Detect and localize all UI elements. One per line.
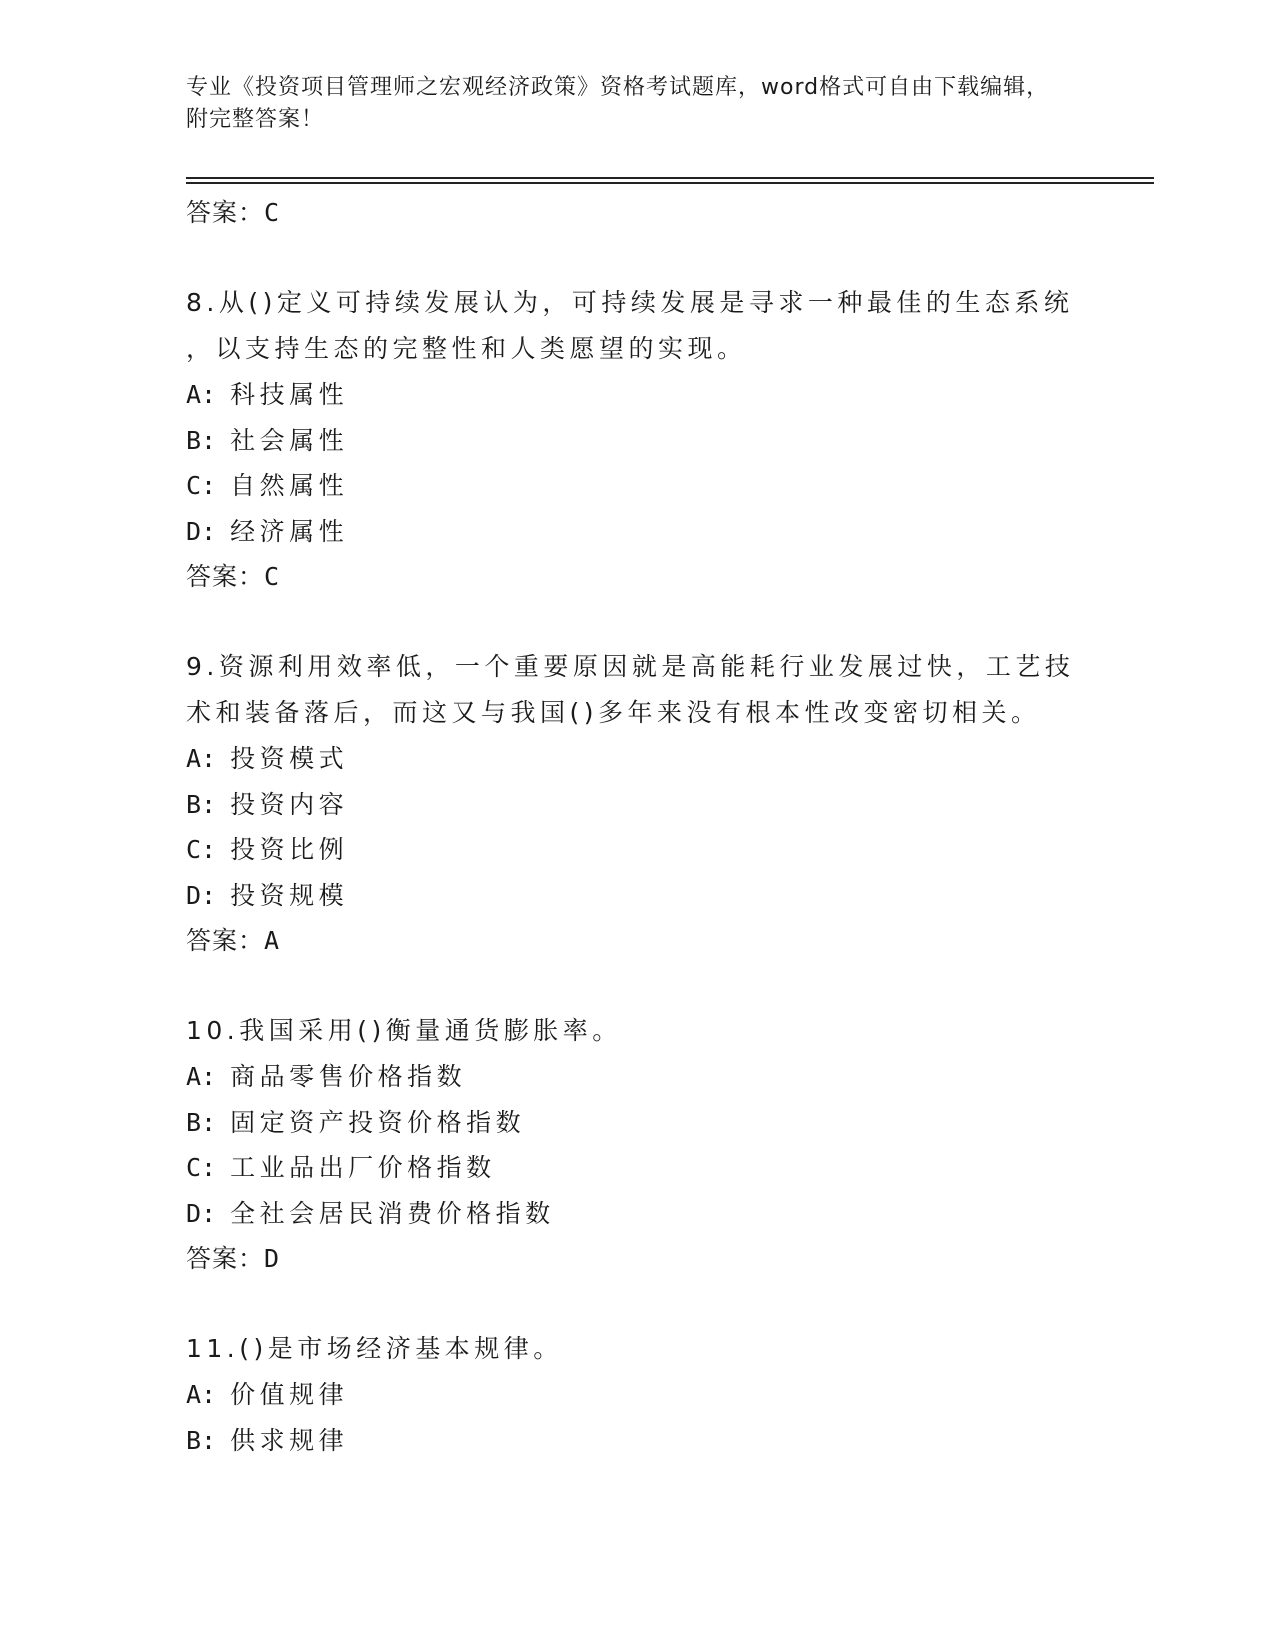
option-key: C: xyxy=(186,835,217,864)
answer-label: 答案： xyxy=(186,198,265,227)
option-a xyxy=(186,1054,1086,1100)
option-text: 自然属性 xyxy=(230,471,349,500)
answer-line xyxy=(186,554,1086,600)
question-11 xyxy=(186,1326,1086,1463)
answer-label: 答案： xyxy=(186,1244,265,1273)
question-stem: 9.资源利用效率低，一个重要原因就是高能耗行业发展过快，工艺技 xyxy=(186,652,1075,681)
option-c xyxy=(186,1145,1086,1191)
option-text: 投资比例 xyxy=(230,835,349,864)
option-key: A: xyxy=(186,380,217,409)
option-text: 投资模式 xyxy=(230,744,349,773)
option-text: 固定资产投资价格指数 xyxy=(230,1107,526,1137)
document-header: 专业《投资项目管理师之宏观经济政策》资格考试题库，word格式可自由下载编辑，附完整答案！ xyxy=(186,75,1050,132)
option-b xyxy=(186,1100,1086,1146)
option-key: B: xyxy=(186,425,217,455)
option-text: 投资内容 xyxy=(230,789,349,819)
answer-line xyxy=(186,190,1086,236)
option-d xyxy=(186,1191,1086,1237)
option-text: 供求规律 xyxy=(230,1425,349,1455)
question-stem-continued: 术和装备落后，而这又与我国()多年来没有根本性改变密切相关。 xyxy=(186,698,1041,727)
option-a xyxy=(186,736,1086,782)
option-text: 科技属性 xyxy=(230,380,349,409)
answer-line xyxy=(186,1236,1086,1282)
option-c xyxy=(186,827,1086,873)
option-key: A: xyxy=(186,744,217,773)
option-text: 经济属性 xyxy=(230,516,349,546)
option-text: 价值规律 xyxy=(230,1380,349,1409)
option-b xyxy=(186,1418,1086,1464)
option-a xyxy=(186,1372,1086,1418)
option-c xyxy=(186,463,1086,509)
option-key: D: xyxy=(186,516,217,546)
option-text: 全社会居民消费价格指数 xyxy=(230,1198,555,1228)
option-key: B: xyxy=(186,1107,217,1137)
option-a xyxy=(186,372,1086,418)
option-key: C: xyxy=(186,1153,217,1182)
answer-label: 答案： xyxy=(186,562,265,591)
option-text: 商品零售价格指数 xyxy=(230,1062,467,1091)
option-d xyxy=(186,873,1086,919)
option-key: B: xyxy=(186,1425,217,1455)
question-10 xyxy=(186,1008,1086,1282)
option-key: D: xyxy=(186,1198,217,1228)
answer-line xyxy=(186,918,1086,964)
option-d xyxy=(186,509,1086,555)
header-divider-top xyxy=(186,177,1154,179)
header-divider-bottom xyxy=(186,182,1154,184)
answer-value: C xyxy=(264,562,281,591)
question-9 xyxy=(186,644,1086,964)
option-b xyxy=(186,418,1086,464)
question-stem: 10.我国采用()衡量通货膨胀率。 xyxy=(186,1016,622,1045)
question-list xyxy=(186,190,1086,1463)
question-8 xyxy=(186,280,1086,600)
option-b xyxy=(186,782,1086,828)
option-text: 投资规模 xyxy=(230,880,349,910)
answer-label: 答案： xyxy=(186,926,265,955)
option-key: A: xyxy=(186,1380,217,1409)
option-key: C: xyxy=(186,471,217,500)
option-text: 工业品出厂价格指数 xyxy=(230,1153,496,1182)
option-key: B: xyxy=(186,789,217,819)
question-stem: 11.()是市场经济基本规律。 xyxy=(186,1334,563,1363)
option-text: 社会属性 xyxy=(230,425,349,455)
question-stem-continued: ，以支持生态的完整性和人类愿望的实现。 xyxy=(186,334,747,363)
option-key: A: xyxy=(186,1062,217,1091)
answer-value: C xyxy=(264,198,281,227)
answer-value: A xyxy=(264,926,281,955)
question-stem: 8.从()定义可持续发展认为，可持续发展是寻求一种最佳的生态系统 xyxy=(186,288,1074,317)
answer-value: D xyxy=(264,1244,281,1273)
option-key: D: xyxy=(186,880,217,910)
